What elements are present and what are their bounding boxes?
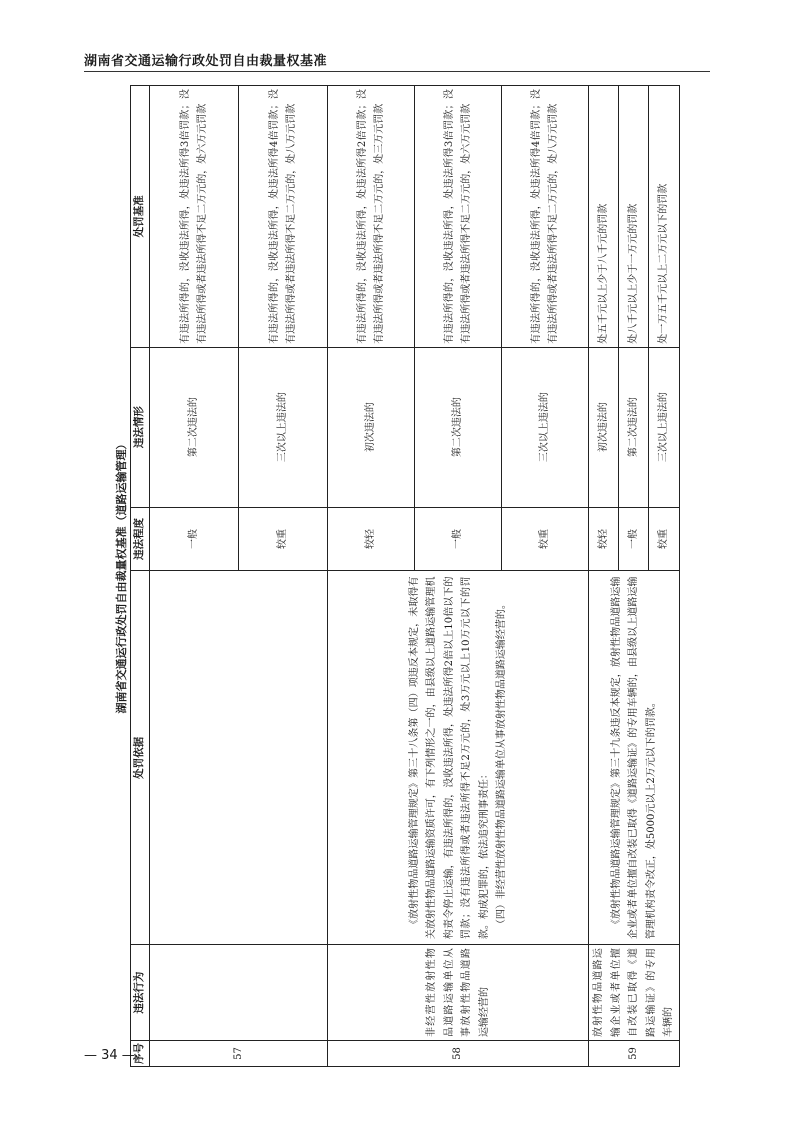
basis-paragraph: 《放射性物品道路运输管理规定》第三十九条违反本规定，放射性物品道路运输企业或者单位擅自改装已取得《道路运输证》的专用车辆的，由县级以上道路运输管理机构责令改正，处5000元以上2万元以下的罚款。 [610, 576, 657, 940]
violation-act-cell: 放射性物品道路运输企业或者单位擅自改装已取得《道路运输证》的专用车辆的 [589, 945, 680, 1041]
rotated-table-block [115, 85, 710, 1067]
situation-cell: 第二次违法的 [619, 347, 649, 507]
col-header-basis: 处罚依据 [131, 571, 150, 945]
standard-cell: 处八千元以上少于一万元的罚款 [619, 86, 649, 348]
situation-cell: 三次以上违法的 [502, 347, 589, 507]
degree-cell: 较重 [502, 507, 589, 571]
degree-cell: 一般 [150, 507, 239, 571]
degree-cell: 较重 [239, 507, 328, 571]
penalty-basis-cell [328, 571, 589, 945]
standard-cell: 有违法所得的，没收违法所得，处违法所得2倍罚款；没有违法所得或者违法所得不足二万元的，处三万元罚款 [328, 86, 415, 348]
situation-cell: 初次违法的 [328, 347, 415, 507]
basis-paragraph: （四）非经营性放射性物品道路运输单位从事放射性物品道路运输经营的。 [496, 599, 507, 930]
degree-cell: 较重 [649, 507, 679, 571]
col-header-no: 序号 [131, 1041, 150, 1067]
page-number: — 34 — [84, 1048, 135, 1063]
degree-cell: 一般 [619, 507, 649, 571]
standard-cell: 处一万五千元以上二万元以下的罚款 [649, 86, 679, 348]
col-header-act: 违法行为 [131, 945, 150, 1041]
situation-cell: 第二次违法的 [415, 347, 502, 507]
situation-cell: 三次以上违法的 [239, 347, 328, 507]
standard-cell: 有违法所得的，没收违法所得，处违法所得3倍罚款；没有违法所得或者违法所得不足二万元的，处六万元罚款 [415, 86, 502, 348]
document-header-title: 湖南省交通运输行政处罚自由裁量权基准 [84, 54, 328, 69]
row-number: 59 [589, 1041, 680, 1067]
table-caption: 湖南省交通运行政处罚自由裁量权基准（道路运输管理） [115, 438, 128, 714]
penalty-table [130, 85, 680, 1067]
col-header-situation: 违法情形 [131, 347, 150, 507]
degree-cell: 一般 [415, 507, 502, 571]
col-header-standard: 处罚基准 [131, 86, 150, 348]
penalty-basis-cell [150, 571, 328, 945]
header-rule [84, 71, 710, 72]
table-row [150, 86, 239, 1067]
degree-cell: 较轻 [589, 507, 619, 571]
standard-cell: 有违法所得的，没收违法所得，处违法所得4倍罚款；没有违法所得或者违法所得不足二万元的，处八万元罚款 [502, 86, 589, 348]
standard-cell: 处五千元以上少于八千元的罚款 [589, 86, 619, 348]
degree-cell: 较轻 [328, 507, 415, 571]
basis-paragraph: 《放射性物品道路运输管理规定》第三十八条第（四）项违反本规定，未取得有关放射性物品道路运输资质许可，有下列情形之一的，由县级以上道路运输管理机构责令停止运输，有违法所得的，没收违法所得，处违法所得2倍以上10倍以下的罚款；没有违法所得或者违法所得不足2万元的，处3万元以上10万元以下的罚款。构成犯罪的，依法追究刑事责任： [408, 576, 490, 940]
violation-act-cell: 非经营性放射性物品道路运输单位从事放射性物品道路运输经营的 [328, 945, 589, 1041]
situation-cell: 三次以上违法的 [649, 347, 679, 507]
situation-cell: 初次违法的 [589, 347, 619, 507]
table-row [328, 86, 415, 1067]
row-number: 58 [328, 1041, 589, 1067]
standard-cell: 有违法所得的，没收违法所得，处违法所得4倍罚款；没有违法所得或者违法所得不足二万元的，处八万元罚款 [239, 86, 328, 348]
col-header-degree: 违法程度 [131, 507, 150, 571]
row-number: 57 [150, 1041, 328, 1067]
situation-cell: 第二次违法的 [150, 347, 239, 507]
penalty-basis-cell [589, 571, 680, 945]
table-row [589, 86, 619, 1067]
violation-act-cell [150, 945, 328, 1041]
standard-cell: 有违法所得的，没收违法所得，处违法所得3倍罚款；没有违法所得或者违法所得不足二万元的，处六万元罚款 [150, 86, 239, 348]
table-header-row [131, 86, 150, 1067]
